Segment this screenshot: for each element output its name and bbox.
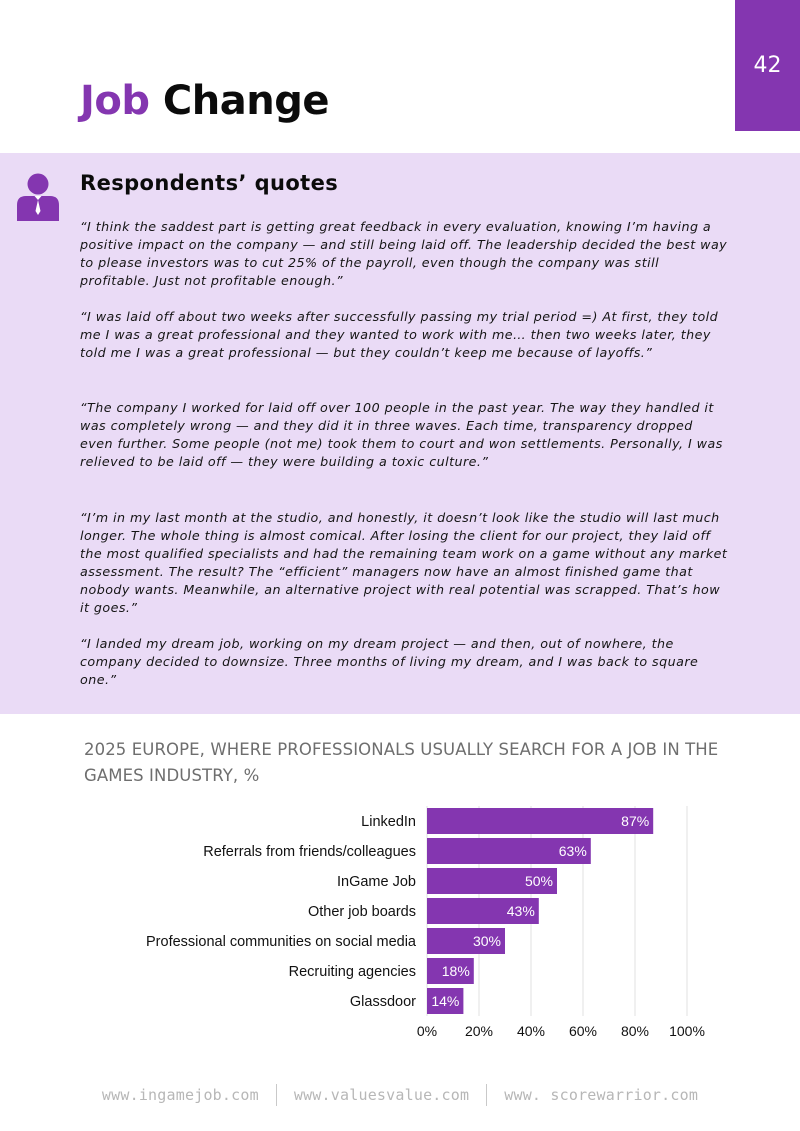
bar-value-label: 43% bbox=[506, 903, 535, 919]
category-label: Referrals from friends/colleagues bbox=[203, 844, 416, 860]
x-tick-label: 60% bbox=[568, 1023, 598, 1039]
category-label: Professional communities on social media bbox=[146, 934, 416, 950]
bar-value-label: 87% bbox=[621, 813, 650, 829]
footer bbox=[0, 1083, 800, 1107]
quote-2: “I was laid off about two weeks after successfully passing my trial period =) At first, they told me I was a great professional and they wanted to work with me… then two weeks later, they told me I was a great professional — but they couldn’t keep me because of layoffs.” bbox=[80, 309, 719, 360]
bar-chart bbox=[0, 795, 800, 1045]
x-tick-label: 80% bbox=[620, 1023, 650, 1039]
footer-link-valuesvalue[interactable]: www.valuesvalue.com bbox=[293, 1086, 470, 1104]
quote-1: “I think the saddest part is getting great feedback in every evaluation, knowing I’m having a positive impact on the company — and still being laid off. The leadership decided the best way to please investors was to cut 25% of the payroll, even though the company was still profitable. Just not profitable enough.” bbox=[80, 219, 728, 288]
category-label: Other job boards bbox=[307, 904, 416, 920]
page-title-rest: Change bbox=[149, 78, 329, 124]
x-tick-label: 20% bbox=[464, 1023, 494, 1039]
bar bbox=[427, 808, 653, 834]
quote-5: “I landed my dream job, working on my dream project — and then, out of nowhere, the company decided to downsize. Three months of living my dream, and I was back to square one.” bbox=[80, 636, 699, 687]
bar-value-label: 63% bbox=[558, 843, 587, 859]
x-tick-label: 100% bbox=[669, 1023, 705, 1039]
category-label: Recruiting agencies bbox=[288, 964, 416, 980]
footer-divider bbox=[486, 1084, 487, 1106]
x-tick-label: 0% bbox=[416, 1023, 438, 1039]
page-title bbox=[80, 78, 329, 124]
page-number-tab bbox=[735, 0, 800, 131]
page-number: 42 bbox=[753, 53, 782, 78]
footer-link-scorewarrior[interactable]: www. scorewarrior.com bbox=[504, 1086, 699, 1104]
quotes-heading: Respondents’ quotes bbox=[80, 171, 339, 195]
bar-value-label: 14% bbox=[431, 993, 460, 1009]
footer-link-ingamejob[interactable]: www.ingamejob.com bbox=[101, 1086, 259, 1104]
x-tick-label: 40% bbox=[516, 1023, 546, 1039]
quote-3: “The company I worked for laid off over 100 people in the past year. The way they handled it was completely wrong — and they did it in three waves. Each time, transparency dropped even further. Some people (not me) took them to court and won settlements. Personally, I was relieved to be laid off — they were building a toxic culture.” bbox=[80, 400, 723, 469]
chart-title: 2025 EUROPE, WHERE PROFESSIONALS USUALLY SEARCH FOR A JOB IN THE GAMES INDUSTRY, % bbox=[84, 740, 719, 785]
footer-divider bbox=[276, 1084, 277, 1106]
bar-value-label: 50% bbox=[524, 873, 553, 889]
bar-value-label: 30% bbox=[472, 933, 501, 949]
category-label: Glassdoor bbox=[349, 994, 416, 1010]
category-label: InGame Job bbox=[337, 874, 416, 890]
person-with-tie-icon bbox=[17, 173, 59, 221]
quote-4: “I’m in my last month at the studio, and honestly, it doesn’t look like the studio will last much longer. The whole thing is almost comical. After losing the client for our project, they laid off the most qualified specialists and had the remaining team work on a game without any market assessment. The result? The “efficient” managers now have an almost finished game that nobody wants. Meanwhile, an alternative project with real potential was scrapped. That’s how it goes.” bbox=[80, 510, 728, 615]
bar-value-label: 18% bbox=[441, 963, 470, 979]
page-title-accent: Job bbox=[80, 78, 150, 124]
category-label: LinkedIn bbox=[361, 814, 416, 830]
